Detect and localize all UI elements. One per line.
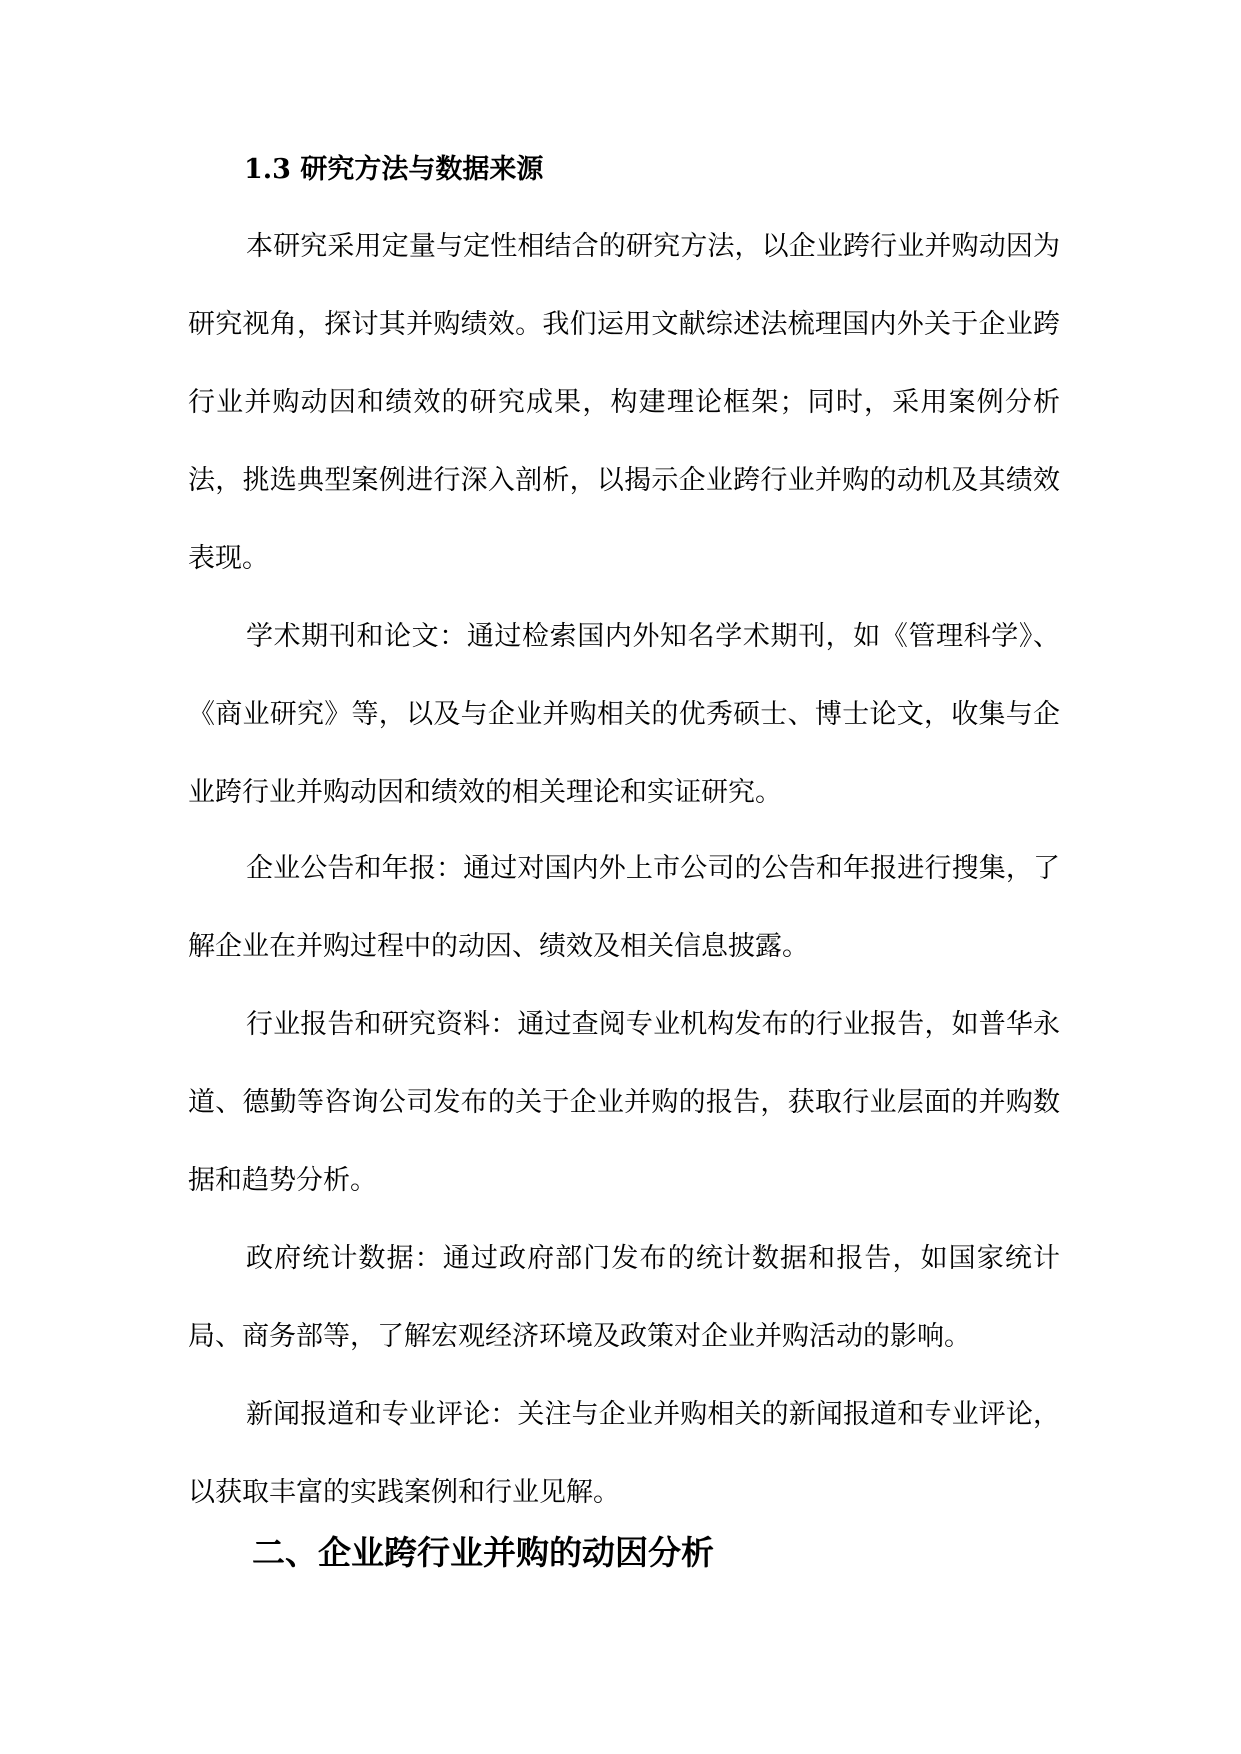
paragraph-news-commentary: 新闻报道和专业评论：关注与企业并购相关的新闻报道和专业评论，以获取丰富的实践案例和行业见解。 [188, 1399, 1060, 1508]
section-heading: 1.3 研究方法与数据来源 [244, 154, 544, 185]
paragraph-methods: 本研究采用定量与定性相结合的研究方法，以企业跨行业并购动因为研究视角，探讨其并购绩效。我们运用文献综述法梳理国内外关于企业跨行业并购动因和绩效的研究成果，构建理论框架；同时，采用案例分析法，挑选典型案例进行深入剖析，以揭示企业跨行业并购的动机及其绩效表现。 [188, 231, 1060, 574]
chapter-heading: 二、企业跨行业并购的动因分析 [252, 1533, 714, 1572]
paragraph-industry-reports: 行业报告和研究资料：通过查阅专业机构发布的行业报告，如普华永道、德勤等咨询公司发布的关于企业并购的报告，获取行业层面的并购数据和趋势分析。 [188, 1009, 1060, 1196]
paragraph-company-reports: 企业公告和年报：通过对国内外上市公司的公告和年报进行搜集，了解企业在并购过程中的动因、绩效及相关信息披露。 [188, 853, 1060, 962]
paragraph-academic-journals: 学术期刊和论文：通过检索国内外知名学术期刊，如《管理科学》、《商业研究》等，以及与企业并购相关的优秀硕士、博士论文，收集与企业跨行业并购动因和绩效的相关理论和实证研究。 [188, 621, 1060, 808]
paragraph-government-statistics: 政府统计数据：通过政府部门发布的统计数据和报告，如国家统计局、商务部等，了解宏观经济环境及政策对企业并购活动的影响。 [188, 1243, 1060, 1352]
